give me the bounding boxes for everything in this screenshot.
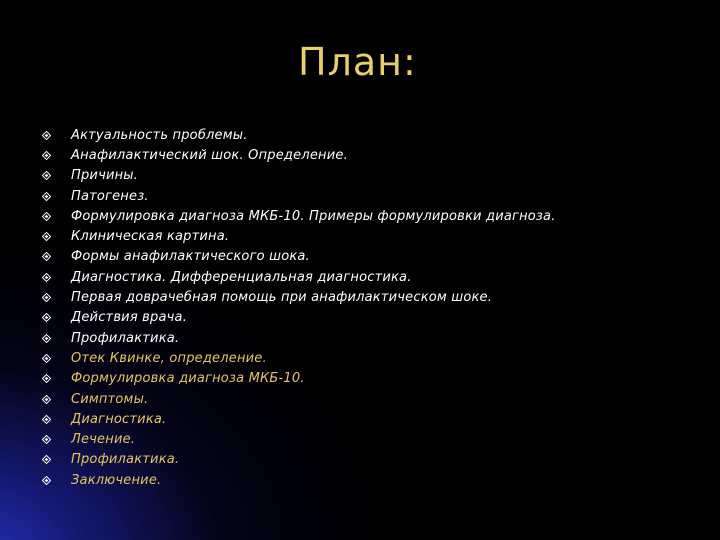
diamond-bullet-icon bbox=[42, 415, 51, 424]
plan-item bbox=[38, 186, 698, 206]
plan-item-text: Формулировка диагноза МКБ-10. Примеры формулировки диагноза. bbox=[71, 208, 556, 224]
plan-item bbox=[38, 247, 698, 267]
plan-item-text: Отек Квинке, определение. bbox=[71, 350, 267, 366]
diamond-bullet-icon bbox=[42, 232, 51, 241]
plan-item-text: Формы анафилактического шока. bbox=[71, 249, 310, 265]
diamond-bullet-icon bbox=[42, 334, 51, 343]
plan-item bbox=[38, 308, 698, 328]
diamond-bullet-icon bbox=[42, 131, 51, 140]
slide-title: План: bbox=[298, 40, 417, 84]
plan-item bbox=[38, 429, 698, 449]
plan-item-text: Патогенез. bbox=[71, 188, 149, 204]
plan-item-text: Профилактика. bbox=[71, 452, 180, 468]
plan-item-text: Заключение. bbox=[71, 472, 162, 488]
plan-item bbox=[38, 145, 698, 165]
plan-item-text: Анафилактический шок. Определение. bbox=[71, 147, 348, 163]
plan-list bbox=[38, 125, 698, 490]
plan-item bbox=[38, 166, 698, 186]
plan-item bbox=[38, 450, 698, 470]
plan-item-text: Причины. bbox=[71, 168, 139, 184]
plan-item-text: Диагностика. Дифференциальная диагностика. bbox=[71, 269, 412, 285]
plan-item-text: Первая доврачебная помощь при анафилактическом шоке. bbox=[71, 290, 493, 306]
plan-item-text: Клиническая картина. bbox=[71, 229, 230, 245]
plan-item-text: Формулировка диагноза МКБ-10. bbox=[71, 371, 305, 387]
plan-item bbox=[38, 125, 698, 145]
plan-item bbox=[38, 389, 698, 409]
plan-item-text: Диагностика. bbox=[71, 411, 167, 427]
plan-item-text: Лечение. bbox=[71, 432, 136, 448]
diamond-bullet-icon bbox=[42, 435, 51, 444]
plan-item bbox=[38, 226, 698, 246]
plan-item-text: Действия врача. bbox=[71, 310, 188, 326]
diamond-bullet-icon bbox=[42, 212, 51, 221]
diamond-bullet-icon bbox=[42, 273, 51, 282]
plan-item bbox=[38, 409, 698, 429]
plan-item-text: Профилактика. bbox=[71, 330, 180, 346]
diamond-bullet-icon bbox=[42, 151, 51, 160]
diamond-bullet-icon bbox=[42, 374, 51, 383]
plan-item-text: Актуальность проблемы. bbox=[71, 127, 248, 143]
diamond-bullet-icon bbox=[42, 313, 51, 322]
diamond-bullet-icon bbox=[42, 476, 51, 485]
plan-item bbox=[38, 328, 698, 348]
plan-item bbox=[38, 470, 698, 490]
plan-item-text: Симптомы. bbox=[71, 391, 149, 407]
plan-item bbox=[38, 369, 698, 389]
diamond-bullet-icon bbox=[42, 192, 51, 201]
diamond-bullet-icon bbox=[42, 395, 51, 404]
plan-item bbox=[38, 206, 698, 226]
diamond-bullet-icon bbox=[42, 171, 51, 180]
diamond-bullet-icon bbox=[42, 252, 51, 261]
plan-item bbox=[38, 348, 698, 368]
plan-item bbox=[38, 287, 698, 307]
diamond-bullet-icon bbox=[42, 455, 51, 464]
diamond-bullet-icon bbox=[42, 293, 51, 302]
diamond-bullet-icon bbox=[42, 354, 51, 363]
plan-item bbox=[38, 267, 698, 287]
